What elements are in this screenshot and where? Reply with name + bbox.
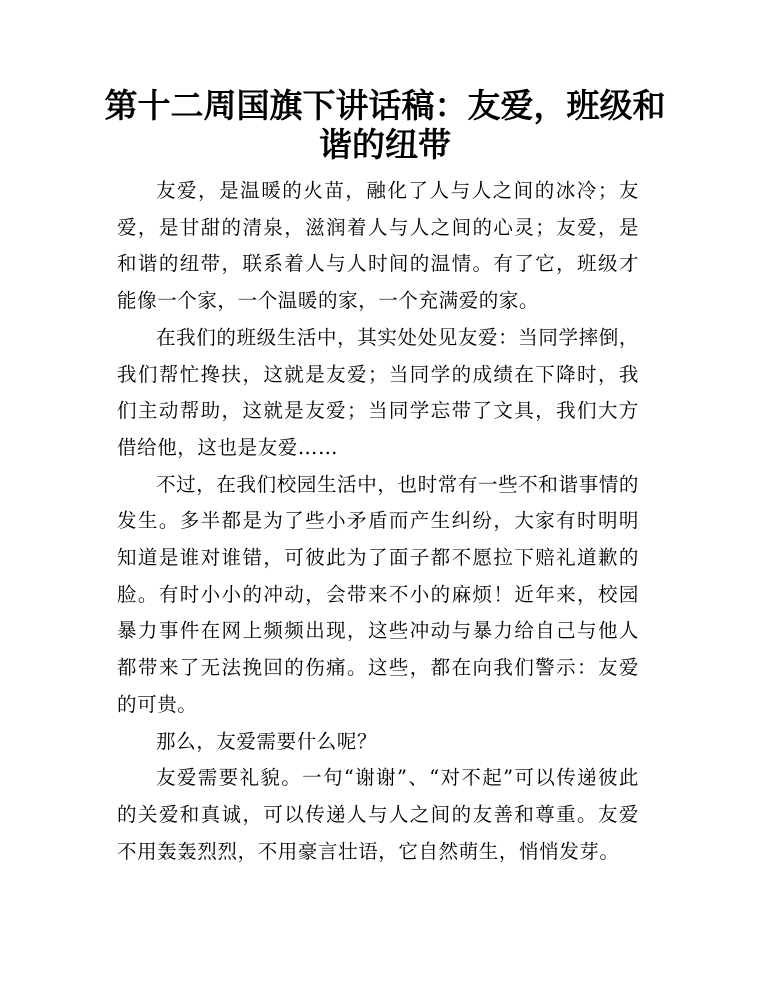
paragraph: 友爱，是温暖的火苗，融化了人与人之间的冰冷；友爱，是甘甜的清泉，滋润着人与人之间的心灵；友爱，是和谐的纽带，联系着人与人时间的温情。有了它，班级才能像一个家，一个温暖的家，一个充满爱的家。 — [117, 179, 639, 313]
paragraph: 友爱需要礼貌。一句“谢谢”、“对不起”可以传递彼此的关爱和真诚，可以传递人与人之间的友善和尊重。友爱不用轰轰烈烈，不用豪言壮语，它自然萌生，悄悄发芽。 — [117, 766, 639, 863]
paragraph: 在我们的班级生活中，其实处处见友爱：当同学摔倒，我们帮忙搀扶，这就是友爱；当同学的成绩在下降时，我们主动帮助，这就是友爱；当同学忘带了文具，我们大方借给他，这也是友爱…… — [117, 325, 639, 459]
paragraph: 不过，在我们校园生活中，也时常有一些不和谐事情的发生。多半都是为了些小矛盾而产生纠纷，大家有时明明知道是谁对谁错，可彼此为了面子都不愿拉下赔礼道歉的脸。有时小小的冲动，会带来不小的麻烦！近年来，校园暴力事件在网上频频出现，这些冲动与暴力给自己与他人都带来了无法挽回的伤痛。这些，都在向我们警示：友爱的可贵。 — [117, 472, 639, 716]
document-title: 第十二周国旗下讲话稿：友爱，班级和谐的纽带 — [104, 86, 666, 164]
paragraph: 那么，友爱需要什么呢？ — [156, 729, 378, 753]
document-body — [117, 173, 639, 870]
